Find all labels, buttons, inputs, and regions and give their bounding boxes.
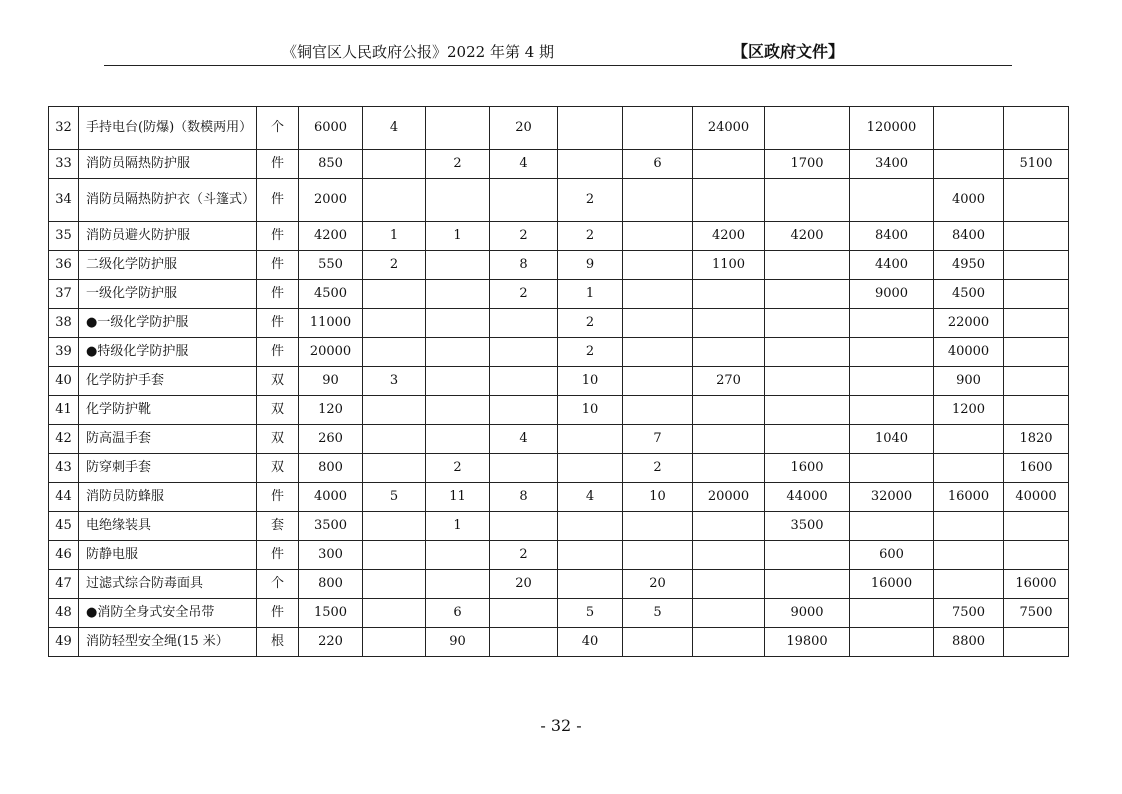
value-cell: 1700 (765, 150, 850, 179)
value-cell (765, 425, 850, 454)
value-cell: 6 (426, 599, 490, 628)
value-cell (623, 222, 693, 251)
value-cell: 4 (490, 150, 558, 179)
value-cell: 1 (363, 222, 426, 251)
value-cell (693, 628, 765, 657)
value-cell: 4000 (934, 179, 1004, 222)
value-cell: 4200 (299, 222, 363, 251)
value-cell (426, 367, 490, 396)
value-cell (765, 309, 850, 338)
value-cell (1004, 179, 1069, 222)
value-cell: 300 (299, 541, 363, 570)
value-cell: 9 (558, 251, 623, 280)
value-cell: 24000 (693, 107, 765, 150)
value-cell (1004, 512, 1069, 541)
value-cell: 4200 (693, 222, 765, 251)
item-name-cell: 消防员隔热防护服 (79, 150, 257, 179)
value-cell (850, 512, 934, 541)
item-name-cell: 手持电台(防爆)（数模两用） (79, 107, 257, 150)
value-cell (765, 570, 850, 599)
value-cell: 1200 (934, 396, 1004, 425)
table-row (49, 512, 1069, 541)
value-cell: 44000 (765, 483, 850, 512)
value-cell (426, 396, 490, 425)
table-row (49, 338, 1069, 367)
value-cell (850, 179, 934, 222)
value-cell (1004, 280, 1069, 309)
value-cell: 1100 (693, 251, 765, 280)
value-cell: 16000 (850, 570, 934, 599)
table-row (49, 107, 1069, 150)
value-cell (1004, 628, 1069, 657)
item-name-cell: ●消防全身式安全吊带 (79, 599, 257, 628)
value-cell (765, 541, 850, 570)
row-number-cell: 45 (49, 512, 79, 541)
value-cell (1004, 338, 1069, 367)
value-cell (765, 338, 850, 367)
value-cell: 20 (490, 570, 558, 599)
value-cell: 2000 (299, 179, 363, 222)
row-number-cell: 43 (49, 454, 79, 483)
value-cell: 1040 (850, 425, 934, 454)
value-cell (850, 338, 934, 367)
unit-cell: 双 (257, 367, 299, 396)
value-cell: 2 (558, 179, 623, 222)
value-cell (623, 338, 693, 367)
value-cell (623, 309, 693, 338)
value-cell: 1 (426, 512, 490, 541)
value-cell: 220 (299, 628, 363, 657)
row-number-cell: 41 (49, 396, 79, 425)
value-cell (623, 541, 693, 570)
unit-cell: 件 (257, 309, 299, 338)
value-cell (693, 599, 765, 628)
value-cell (363, 512, 426, 541)
unit-cell: 件 (257, 251, 299, 280)
value-cell: 90 (299, 367, 363, 396)
value-cell: 3500 (765, 512, 850, 541)
value-cell (623, 367, 693, 396)
table-row (49, 541, 1069, 570)
value-cell (693, 396, 765, 425)
table-row (49, 483, 1069, 512)
row-number-cell: 38 (49, 309, 79, 338)
value-cell (558, 150, 623, 179)
value-cell: 5100 (1004, 150, 1069, 179)
row-number-cell: 48 (49, 599, 79, 628)
value-cell (558, 541, 623, 570)
value-cell (363, 425, 426, 454)
value-cell (693, 425, 765, 454)
unit-cell: 件 (257, 483, 299, 512)
unit-cell: 件 (257, 150, 299, 179)
table-row (49, 309, 1069, 338)
item-name-cell: 化学防护靴 (79, 396, 257, 425)
value-cell (363, 309, 426, 338)
value-cell (765, 396, 850, 425)
row-number-cell: 46 (49, 541, 79, 570)
unit-cell: 套 (257, 512, 299, 541)
value-cell (934, 541, 1004, 570)
row-number-cell: 35 (49, 222, 79, 251)
header-divider (104, 65, 1012, 66)
equipment-table (48, 106, 1069, 657)
value-cell (426, 280, 490, 309)
value-cell (1004, 222, 1069, 251)
table-row (49, 599, 1069, 628)
row-number-cell: 47 (49, 570, 79, 599)
value-cell: 4 (490, 425, 558, 454)
value-cell: 2 (558, 338, 623, 367)
value-cell (558, 570, 623, 599)
value-cell: 2 (426, 150, 490, 179)
value-cell (623, 396, 693, 425)
value-cell: 20000 (693, 483, 765, 512)
row-number-cell: 40 (49, 367, 79, 396)
value-cell (850, 454, 934, 483)
value-cell: 8400 (934, 222, 1004, 251)
value-cell: 2 (558, 309, 623, 338)
item-name-cell: 消防员避火防护服 (79, 222, 257, 251)
table-row (49, 222, 1069, 251)
value-cell: 5 (623, 599, 693, 628)
value-cell (363, 179, 426, 222)
table-row (49, 280, 1069, 309)
value-cell (363, 396, 426, 425)
value-cell (934, 570, 1004, 599)
value-cell (363, 541, 426, 570)
item-name-cell: 消防轻型安全绳(15 米） (79, 628, 257, 657)
row-number-cell: 44 (49, 483, 79, 512)
value-cell (426, 107, 490, 150)
row-number-cell: 39 (49, 338, 79, 367)
unit-cell: 件 (257, 338, 299, 367)
row-number-cell: 36 (49, 251, 79, 280)
value-cell (623, 512, 693, 541)
value-cell: 600 (850, 541, 934, 570)
value-cell (693, 541, 765, 570)
value-cell (426, 179, 490, 222)
value-cell: 20000 (299, 338, 363, 367)
value-cell (490, 454, 558, 483)
value-cell (850, 628, 934, 657)
unit-cell: 双 (257, 396, 299, 425)
value-cell: 3 (363, 367, 426, 396)
row-number-cell: 42 (49, 425, 79, 454)
unit-cell: 件 (257, 280, 299, 309)
table-body (49, 107, 1069, 657)
value-cell: 8400 (850, 222, 934, 251)
value-cell: 40000 (934, 338, 1004, 367)
value-cell: 19800 (765, 628, 850, 657)
value-cell (934, 454, 1004, 483)
value-cell (363, 599, 426, 628)
value-cell (850, 309, 934, 338)
value-cell: 22000 (934, 309, 1004, 338)
unit-cell: 个 (257, 570, 299, 599)
value-cell: 2 (623, 454, 693, 483)
value-cell (490, 396, 558, 425)
value-cell: 20 (490, 107, 558, 150)
value-cell: 32000 (850, 483, 934, 512)
value-cell: 8 (490, 251, 558, 280)
value-cell: 4950 (934, 251, 1004, 280)
value-cell: 270 (693, 367, 765, 396)
value-cell: 5 (363, 483, 426, 512)
value-cell: 4200 (765, 222, 850, 251)
unit-cell: 双 (257, 425, 299, 454)
row-number-cell: 37 (49, 280, 79, 309)
value-cell: 800 (299, 570, 363, 599)
value-cell (623, 628, 693, 657)
value-cell: 2 (558, 222, 623, 251)
value-cell (490, 599, 558, 628)
value-cell: 6000 (299, 107, 363, 150)
value-cell (558, 107, 623, 150)
value-cell: 40 (558, 628, 623, 657)
value-cell: 11 (426, 483, 490, 512)
table-row (49, 251, 1069, 280)
unit-cell: 根 (257, 628, 299, 657)
unit-cell: 件 (257, 222, 299, 251)
unit-cell: 件 (257, 541, 299, 570)
item-name-cell: 消防员防蜂服 (79, 483, 257, 512)
value-cell (363, 280, 426, 309)
value-cell (934, 512, 1004, 541)
item-name-cell: 二级化学防护服 (79, 251, 257, 280)
value-cell (490, 512, 558, 541)
value-cell (623, 179, 693, 222)
unit-cell: 个 (257, 107, 299, 150)
value-cell (426, 338, 490, 367)
value-cell (765, 251, 850, 280)
value-cell (693, 570, 765, 599)
value-cell (1004, 541, 1069, 570)
value-cell (1004, 309, 1069, 338)
value-cell (558, 512, 623, 541)
item-name-cell: 一级化学防护服 (79, 280, 257, 309)
value-cell: 260 (299, 425, 363, 454)
table-row (49, 425, 1069, 454)
table-row (49, 454, 1069, 483)
value-cell (363, 454, 426, 483)
unit-cell: 双 (257, 454, 299, 483)
value-cell: 1820 (1004, 425, 1069, 454)
value-cell (765, 107, 850, 150)
value-cell (363, 150, 426, 179)
value-cell (490, 179, 558, 222)
value-cell (765, 179, 850, 222)
value-cell: 550 (299, 251, 363, 280)
value-cell: 2 (363, 251, 426, 280)
value-cell: 120000 (850, 107, 934, 150)
value-cell: 800 (299, 454, 363, 483)
value-cell (765, 367, 850, 396)
value-cell: 11000 (299, 309, 363, 338)
section-label: 【区政府文件】 (732, 42, 845, 61)
value-cell (490, 309, 558, 338)
value-cell (693, 309, 765, 338)
value-cell (850, 599, 934, 628)
value-cell: 4400 (850, 251, 934, 280)
value-cell (693, 179, 765, 222)
row-number-cell: 33 (49, 150, 79, 179)
value-cell: 8 (490, 483, 558, 512)
value-cell (623, 107, 693, 150)
value-cell: 6 (623, 150, 693, 179)
value-cell: 10 (558, 367, 623, 396)
item-name-cell: 化学防护手套 (79, 367, 257, 396)
value-cell: 16000 (1004, 570, 1069, 599)
value-cell: 850 (299, 150, 363, 179)
value-cell (1004, 367, 1069, 396)
value-cell (426, 309, 490, 338)
item-name-cell: ●特级化学防护服 (79, 338, 257, 367)
page-number: - 32 - (540, 716, 582, 735)
value-cell (934, 150, 1004, 179)
value-cell (1004, 107, 1069, 150)
unit-cell: 件 (257, 179, 299, 222)
value-cell (693, 512, 765, 541)
value-cell (850, 396, 934, 425)
value-cell: 10 (558, 396, 623, 425)
value-cell (693, 338, 765, 367)
value-cell: 7500 (934, 599, 1004, 628)
row-number-cell: 34 (49, 179, 79, 222)
value-cell: 1 (558, 280, 623, 309)
value-cell (693, 454, 765, 483)
value-cell: 3400 (850, 150, 934, 179)
value-cell (490, 628, 558, 657)
value-cell (934, 107, 1004, 150)
value-cell (934, 425, 1004, 454)
item-name-cell: ●一级化学防护服 (79, 309, 257, 338)
value-cell (693, 280, 765, 309)
value-cell: 40000 (1004, 483, 1069, 512)
value-cell (363, 338, 426, 367)
value-cell (1004, 251, 1069, 280)
row-number-cell: 49 (49, 628, 79, 657)
value-cell: 7500 (1004, 599, 1069, 628)
value-cell: 2 (490, 541, 558, 570)
value-cell (765, 280, 850, 309)
value-cell: 8800 (934, 628, 1004, 657)
value-cell: 4 (558, 483, 623, 512)
value-cell (850, 367, 934, 396)
value-cell (426, 251, 490, 280)
value-cell: 2 (490, 280, 558, 309)
value-cell (693, 150, 765, 179)
value-cell (363, 570, 426, 599)
value-cell (623, 251, 693, 280)
item-name-cell: 防高温手套 (79, 425, 257, 454)
item-name-cell: 消防员隔热防护衣（斗篷式） (79, 179, 257, 222)
publication-title: 《铜官区人民政府公报》2022 年第 4 期 (282, 43, 555, 61)
value-cell: 1500 (299, 599, 363, 628)
table-row (49, 150, 1069, 179)
value-cell: 1600 (1004, 454, 1069, 483)
item-name-cell: 电绝缘装具 (79, 512, 257, 541)
value-cell: 20 (623, 570, 693, 599)
value-cell: 9000 (850, 280, 934, 309)
item-name-cell: 过滤式综合防毒面具 (79, 570, 257, 599)
table-row (49, 396, 1069, 425)
row-number-cell: 32 (49, 107, 79, 150)
value-cell: 7 (623, 425, 693, 454)
value-cell: 1 (426, 222, 490, 251)
value-cell (426, 570, 490, 599)
item-name-cell: 防静电服 (79, 541, 257, 570)
value-cell: 2 (426, 454, 490, 483)
value-cell (426, 425, 490, 454)
value-cell: 10 (623, 483, 693, 512)
value-cell: 3500 (299, 512, 363, 541)
value-cell: 900 (934, 367, 1004, 396)
table-row (49, 367, 1069, 396)
value-cell (490, 338, 558, 367)
table-row (49, 628, 1069, 657)
value-cell: 4 (363, 107, 426, 150)
value-cell (426, 541, 490, 570)
table-row (49, 179, 1069, 222)
value-cell: 1600 (765, 454, 850, 483)
value-cell (558, 454, 623, 483)
value-cell: 4500 (299, 280, 363, 309)
value-cell: 2 (490, 222, 558, 251)
value-cell (490, 367, 558, 396)
item-name-cell: 防穿刺手套 (79, 454, 257, 483)
value-cell (623, 280, 693, 309)
value-cell: 4000 (299, 483, 363, 512)
table-row (49, 570, 1069, 599)
value-cell: 4500 (934, 280, 1004, 309)
value-cell: 120 (299, 396, 363, 425)
value-cell: 5 (558, 599, 623, 628)
value-cell: 16000 (934, 483, 1004, 512)
value-cell (363, 628, 426, 657)
value-cell (558, 425, 623, 454)
value-cell: 9000 (765, 599, 850, 628)
unit-cell: 件 (257, 599, 299, 628)
value-cell: 90 (426, 628, 490, 657)
value-cell (1004, 396, 1069, 425)
